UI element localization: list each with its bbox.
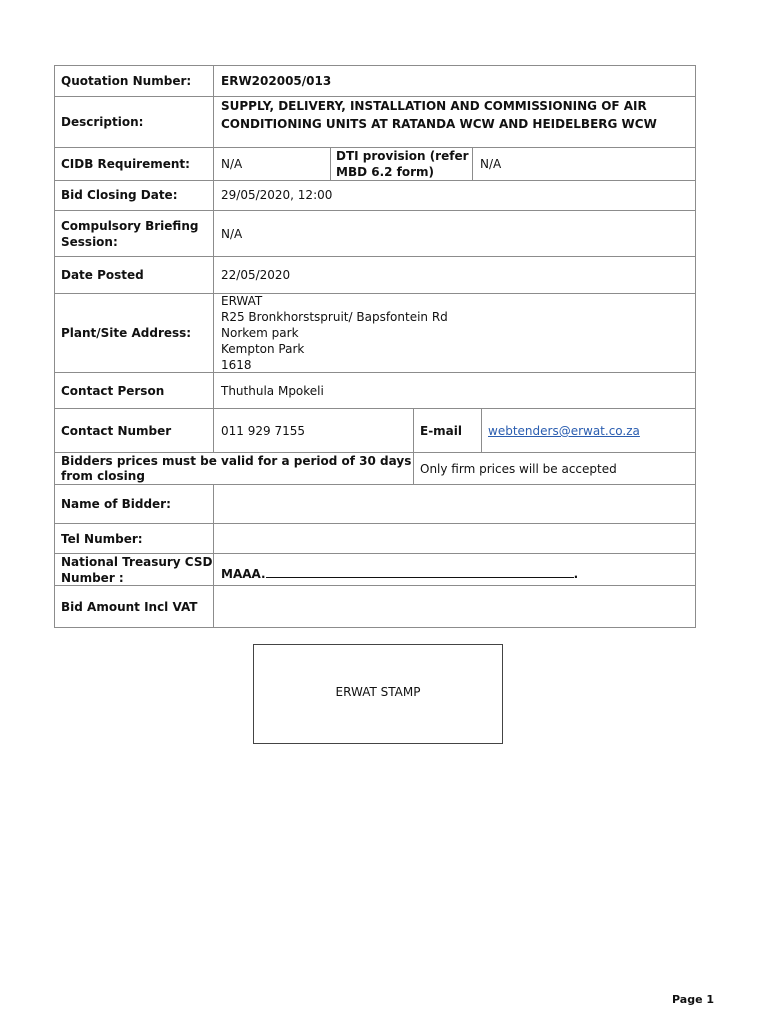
dti-value: N/A — [480, 157, 502, 171]
email-label: E-mail — [420, 424, 463, 438]
date-posted-label: Date Posted — [61, 268, 144, 282]
row-divider — [54, 180, 696, 181]
column-divider — [413, 408, 414, 484]
page-number: Page 1 — [672, 993, 715, 1006]
validity-line-2: from closing — [61, 469, 145, 483]
row-divider — [54, 256, 696, 257]
quotation-label: Quotation Number: — [61, 74, 192, 88]
date-posted-value: 22/05/2020 — [221, 268, 291, 282]
address-label: Plant/Site Address: — [61, 326, 192, 340]
contact-person-value: Thuthula Mpokeli — [221, 384, 324, 398]
briefing-value: N/A — [221, 227, 243, 241]
csd-number-field[interactable] — [221, 566, 578, 582]
bid-amount-field[interactable] — [214, 586, 695, 627]
tel-number-label: Tel Number: — [61, 532, 143, 546]
row-divider — [54, 408, 696, 409]
validity-line-1: Bidders prices must be valid for a period of 30 days — [61, 454, 412, 468]
contact-person-label: Contact Person — [61, 384, 165, 398]
quotation-value: ERW202005/013 — [221, 74, 332, 88]
email-link[interactable]: webtenders@erwat.co.za — [488, 424, 640, 438]
column-divider — [213, 65, 214, 452]
csd-prefix: MAAA. — [221, 567, 266, 581]
column-divider — [472, 147, 473, 180]
cidb-label: CIDB Requirement: — [61, 157, 190, 171]
row-divider — [54, 210, 696, 211]
bidder-name-label: Name of Bidder: — [61, 497, 171, 511]
bidder-name-field[interactable] — [214, 485, 695, 523]
dti-label-line-2: MBD 6.2 form) — [336, 165, 435, 179]
contact-number-label: Contact Number — [61, 424, 172, 438]
address-line: Norkem park — [221, 326, 299, 340]
address-line: 1618 — [221, 358, 252, 372]
description-label: Description: — [61, 115, 144, 129]
address-line: Kempton Park — [221, 342, 305, 356]
csd-blank-line — [266, 566, 574, 578]
row-divider — [54, 372, 696, 373]
column-divider — [481, 408, 482, 452]
closing-date-label: Bid Closing Date: — [61, 188, 178, 202]
dti-label-line-1: DTI provision (refer — [336, 149, 469, 163]
row-divider — [54, 96, 696, 97]
csd-label-line-1: National Treasury CSD — [61, 555, 213, 569]
column-divider — [330, 147, 331, 180]
tel-number-field[interactable] — [214, 524, 695, 553]
briefing-label-line-2: Session: — [61, 235, 118, 249]
contact-number-value: 011 929 7155 — [221, 424, 305, 438]
firm-prices-note: Only firm prices will be accepted — [420, 462, 617, 476]
csd-suffix: . — [573, 567, 579, 581]
briefing-label-line-1: Compulsory Briefing — [61, 219, 199, 233]
row-divider — [54, 293, 696, 294]
address-line: R25 Bronkhorstspruit/ Bapsfontein Rd — [221, 310, 448, 324]
bid-amount-label: Bid Amount Incl VAT — [61, 600, 198, 614]
address-line: ERWAT — [221, 294, 263, 308]
stamp-label: ERWAT STAMP — [335, 685, 421, 699]
description-line-1: SUPPLY, DELIVERY, INSTALLATION AND COMMISSIONING OF AIR — [221, 99, 647, 113]
description-line-2: CONDITIONING UNITS AT RATANDA WCW AND HEIDELBERG WCW — [221, 117, 657, 131]
cidb-value: N/A — [221, 157, 243, 171]
csd-label-line-2: Number : — [61, 571, 124, 585]
closing-date-value: 29/05/2020, 12:00 — [221, 188, 333, 202]
